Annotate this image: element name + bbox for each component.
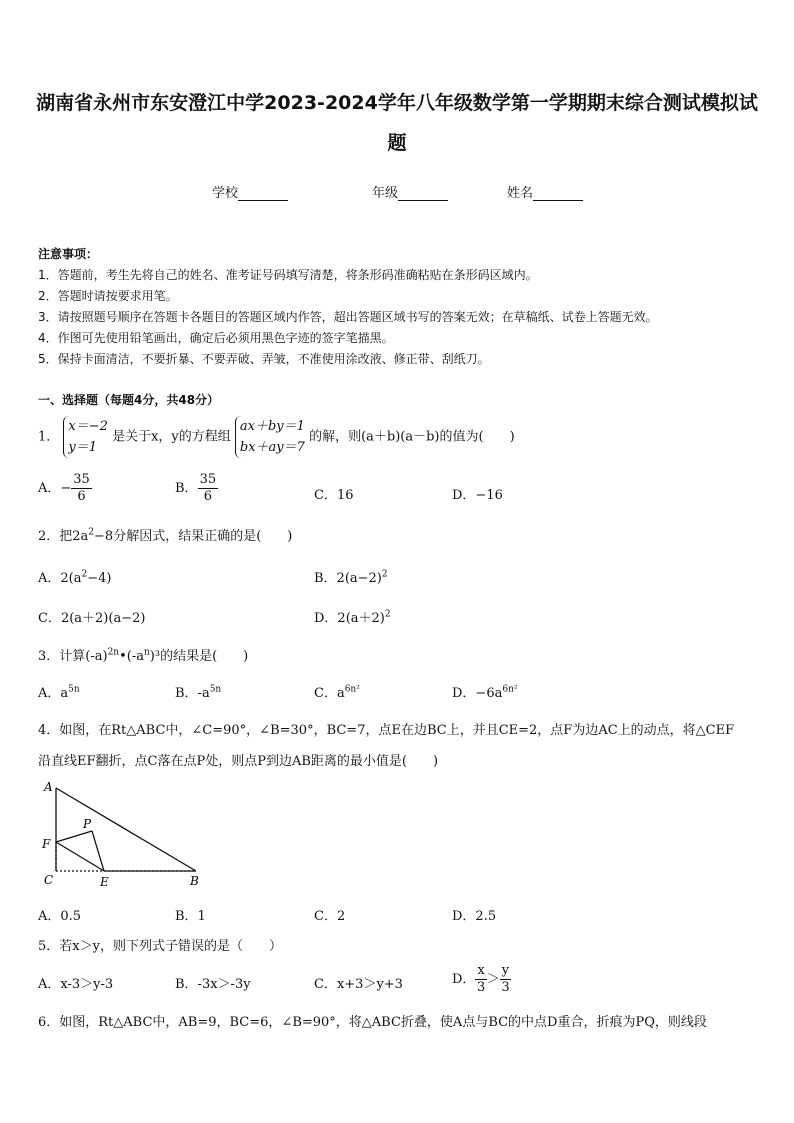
option-a: A．− $\frac{35}{6}$ xyxy=(38,472,90,504)
note-item: 3．请按照题号顺序在答题卡各题目的答题区域内作答，超出答题区域书写的答案无效；在草稿纸、试卷上答题无效。 xyxy=(38,310,658,324)
option-d: D． $\frac{x}{3}$ ＞ $\frac{y}{3}$ xyxy=(452,963,510,995)
question-text: 的解，则(a＋b)(a－b)的值为( ) xyxy=(309,429,515,445)
question-4-line-2: 沿直线EF翻折，点C落在点P处，则点P到边AB距离的最小值是( ) xyxy=(38,754,439,769)
solution-system: x＝−2 y＝1 xyxy=(63,416,108,458)
option-d: D．2.5 xyxy=(452,909,497,924)
fraction: $\frac{y}{3}$ xyxy=(501,963,510,995)
note-item: 4．作图可先使用铅笔画出，确定后必须用黑色字迹的签字笔描黑。 xyxy=(38,331,394,345)
option-a: A．0.5 xyxy=(38,909,82,924)
option-b: B．$-a^{5n}$ xyxy=(175,684,222,701)
note-item: 5．保持卡面清洁，不要折暴、不要弄破、弄皱，不准使用涂改液、修正带、刮纸刀。 xyxy=(38,352,490,366)
label-c: C xyxy=(44,873,54,887)
notes-heading: 注意事项： xyxy=(38,247,99,261)
option-b: B．1 xyxy=(175,909,206,924)
option-c: C．$a^{6n^2}$ xyxy=(314,684,360,701)
fraction: $\frac{35}{6}$ xyxy=(199,472,217,504)
option-c: C．2(a＋2)(a−2) xyxy=(38,611,146,626)
fraction: $\frac{x}{3}$ xyxy=(476,963,486,995)
question-text: 是关于x，y的方程组 xyxy=(112,429,231,445)
label-p: P xyxy=(83,817,92,831)
fraction: $\frac{35}{6}$ xyxy=(73,472,90,504)
label-f: F xyxy=(42,837,51,851)
option-b: B．-3x＞-3y xyxy=(175,977,251,992)
grade-label: 年级 xyxy=(372,186,399,201)
name-label: 姓名 xyxy=(507,186,534,201)
option-a: A．$a^{5n}$ xyxy=(38,684,80,701)
section-heading: 一、选择题（每题4分，共48分） xyxy=(38,393,220,407)
label-b: B xyxy=(190,874,199,888)
option-c: C．x+3＞y+3 xyxy=(314,977,403,992)
segment-fp xyxy=(56,831,92,842)
question-3: 3．计算$(-a)^{2n}•(-a^n)^3$的结果是( ) xyxy=(38,647,249,664)
page-title-continued: 题 xyxy=(387,132,407,154)
option-a: A．$2(a^2-4)$ xyxy=(38,569,112,586)
note-item: 1．答题前，考生先将自己的姓名、准考证号码填写清楚，将条形码准确粘贴在条形码区域内。 xyxy=(38,268,538,282)
option-b: B．$2(a-2)^2$ xyxy=(314,569,388,586)
option-b: B． $\frac{35}{6}$ xyxy=(175,472,217,504)
page-title: 湖南省永州市东安澄江中学2023-2024学年八年级数学第一学期期末综合测试模拟试 xyxy=(36,92,758,114)
grade-blank xyxy=(398,187,448,201)
school-label: 学校 xyxy=(212,186,239,201)
grade-field xyxy=(372,182,448,201)
name-field xyxy=(507,182,583,201)
school-field xyxy=(212,182,288,201)
school-blank xyxy=(238,187,288,201)
option-c: C．16 xyxy=(314,488,354,503)
option-a: A．x-3＞y-3 xyxy=(38,977,114,992)
question-number: 1． xyxy=(38,429,60,445)
name-blank xyxy=(533,187,583,201)
option-d: D．$2(a+2)^2$ xyxy=(314,609,391,626)
label-a: A xyxy=(44,780,53,794)
question-1 xyxy=(38,416,515,458)
question-2: 2．把$2a^2-8$分解因式，结果正确的是( ) xyxy=(38,527,293,544)
option-c: C．2 xyxy=(314,909,346,924)
question-4-line-1: 4．如图，在Rt△ABC中，∠C=90°，∠B=30°，BC=7，点E在边BC上，并且CE=2，点F为边AC上的动点，将△CEF xyxy=(38,723,735,738)
option-d: D．$-6a^{6n^2}$ xyxy=(452,684,518,701)
side-ab xyxy=(56,788,196,871)
note-item: 2．答题时请按要求用笔。 xyxy=(38,289,178,303)
label-e: E xyxy=(100,875,109,889)
option-d: D．−16 xyxy=(452,488,503,503)
question-5: 5．若x＞y，则下列式子错误的是（ ） xyxy=(38,939,282,954)
equation-system: ax＋by＝1 bx＋ay＝7 xyxy=(235,416,305,458)
triangle-figure xyxy=(36,778,211,890)
question-6: 6．如图，Rt△ABC中，AB=9，BC=6，∠B=90°，将△ABC折叠，使A点与BC的中点D重合，折痕为PQ，则线段 xyxy=(38,1015,707,1030)
